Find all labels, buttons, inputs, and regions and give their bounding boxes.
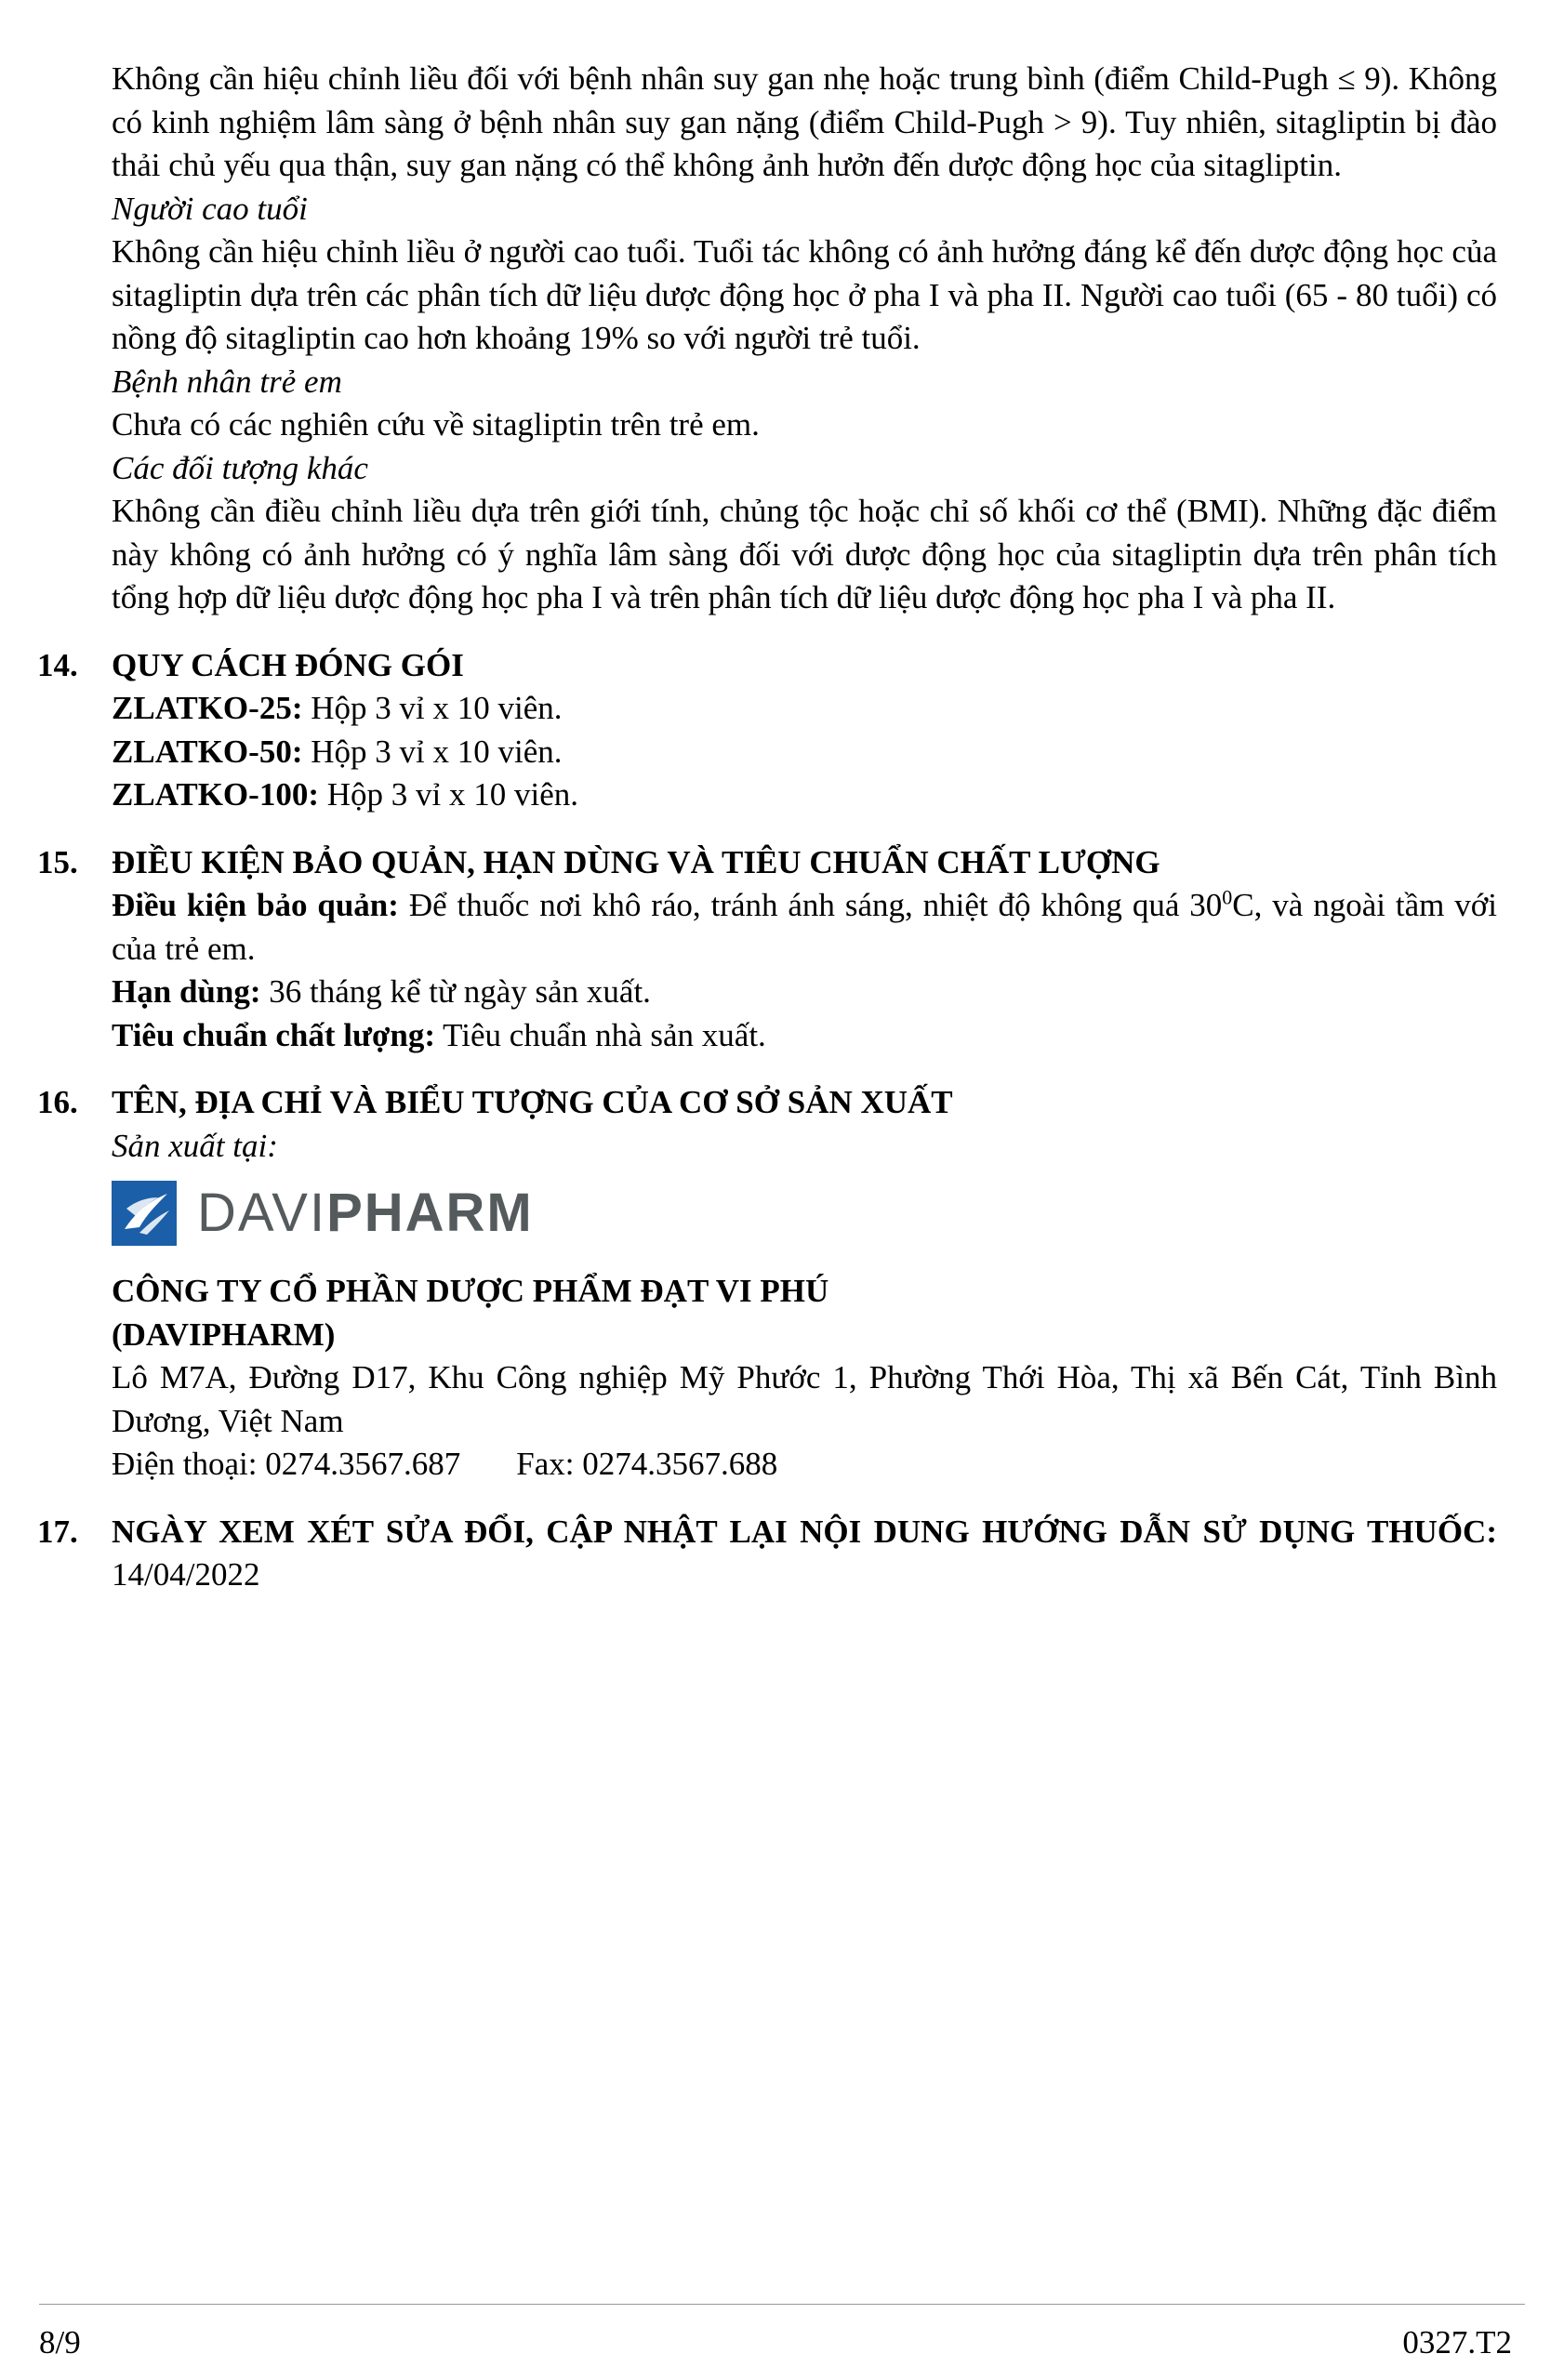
section-title: TÊN, ĐỊA CHỈ VÀ BIỂU TƯỢNG CỦA CƠ SỞ SẢN XUẤT: [112, 1084, 953, 1120]
company-address: Lô M7A, Đường D17, Khu Công nghiệp Mỹ Phước 1, Phường Thới Hòa, Thị xã Bến Cát, Tỉnh Bình Dương, Việt Nam: [112, 1359, 1497, 1439]
document-page: [37, 58, 1497, 1597]
shelf-life: [112, 971, 1497, 1014]
section-title: QUY CÁCH ĐÓNG GÓI: [112, 646, 464, 683]
section-storage: [37, 841, 1497, 1058]
section-manufacturer: [37, 1081, 1497, 1487]
hepatic-impairment-paragraph: Không cần hiệu chỉnh liều đối với bệnh nhân suy gan nhẹ hoặc trung bình (điểm Child-Pugh ≤ 9). Không có kinh nghiệm lâm sàng ở bệnh nhân suy gan nặng (điểm Child-Pugh > 9). Tuy nhiên, sitagliptin bị đào thải chủ yếu qua thận, suy gan nặng có thể không ảnh hưởn đến dược động học của sitagliptin.: [112, 60, 1497, 183]
davipharm-logo-icon: [112, 1181, 177, 1246]
package-label: ZLATKO-25:: [112, 690, 303, 726]
elderly-heading: Người cao tuổi: [112, 190, 308, 227]
footer-divider: [39, 2304, 1525, 2305]
company-name: CÔNG TY CỔ PHẦN DƯỢC PHẨM ĐẠT VI PHÚ: [112, 1273, 829, 1309]
pediatric-heading: Bệnh nhân trẻ em: [112, 363, 342, 400]
section-number: 15.: [37, 843, 78, 880]
package-item: [112, 687, 1497, 731]
section-title: ĐIỀU KIỆN BẢO QUẢN, HẠN DÙNG VÀ TIÊU CHUẨN CHẤT LƯỢNG: [112, 843, 1160, 880]
section-packaging: [37, 644, 1497, 817]
page-number: 8/9: [39, 2324, 81, 2360]
company-fax: Fax: 0274.3567.688: [516, 1446, 778, 1482]
section-number: 17.: [37, 1513, 78, 1550]
package-value: Hộp 3 vỉ x 10 viên.: [302, 690, 563, 726]
section-revision-date: [37, 1511, 1497, 1597]
package-value: Hộp 3 vỉ x 10 viên.: [318, 776, 578, 813]
package-item: [112, 774, 1497, 817]
document-code: 0327.T2: [1402, 2324, 1512, 2360]
quality-label: Tiêu chuẩn chất lượng:: [112, 1016, 436, 1053]
revision-date: 14/04/2022: [112, 1556, 260, 1593]
storage-value-after: C, và ngoài tầm với của trẻ em.: [112, 887, 1497, 967]
revision-line: [112, 1511, 1497, 1597]
package-value: Hộp 3 vỉ x 10 viên.: [302, 733, 563, 770]
quality-standard: [112, 1014, 1497, 1058]
section-title: NGÀY XEM XÉT SỬA ĐỔI, CẬP NHẬT LẠI NỘI DUNG HƯỚNG DẪN SỬ DỤNG THUỐC:: [112, 1513, 1497, 1550]
other-populations-heading: Các đối tượng khác: [112, 449, 368, 486]
elderly-paragraph: Không cần hiệu chỉnh liều ở người cao tuổi. Tuổi tác không có ảnh hưởng đáng kể đến dược động học của sitagliptin dựa trên các phân tích dữ liệu dược động học ở pha I và pha II. Người cao tuổi (65 - 80 tuổi) có nồng độ sitagliptin cao hơn khoảng 19% so với người trẻ tuổi.: [112, 233, 1497, 356]
other-populations-paragraph: Không cần điều chỉnh liều dựa trên giới tính, chủng tộc hoặc chỉ số khối cơ thể (BMI). Những đặc điểm này không có ảnh hưởng có ý nghĩa lâm sàng đối với dược động học của sitagliptin dựa trên phân tích tổng hợp dữ liệu dược động học pha I và trên phân tích dữ liệu dược động học pha I và pha II.: [112, 493, 1497, 615]
storage-label: Điều kiện bảo quản:: [112, 887, 399, 923]
davipharm-logo-text: DAVIPHARM: [197, 1183, 534, 1243]
shelf-label: Hạn dùng:: [112, 973, 261, 1010]
package-label: ZLATKO-100:: [112, 776, 319, 813]
company-short-name: (DAVIPHARM): [112, 1316, 336, 1353]
section-number: 14.: [37, 646, 78, 683]
davipharm-logo: [112, 1177, 1497, 1250]
storage-conditions: [112, 884, 1497, 971]
storage-value-before: Để thuốc nơi khô ráo, tránh ánh sáng, nhiệt độ không quá 30: [398, 887, 1223, 923]
degree-superscript: 0: [1222, 885, 1233, 909]
section-number: 16.: [37, 1084, 78, 1120]
shelf-value: 36 tháng kể từ ngày sản xuất.: [260, 973, 651, 1010]
made-at-label: Sản xuất tại:: [112, 1127, 278, 1164]
company-contact: [112, 1443, 1497, 1487]
quality-value: Tiêu chuẩn nhà sản xuất.: [435, 1016, 766, 1053]
pediatric-paragraph: Chưa có các nghiên cứu về sitagliptin trên trẻ em.: [112, 406, 760, 443]
company-phone: Điện thoại: 0274.3567.687: [112, 1446, 461, 1482]
package-label: ZLATKO-50:: [112, 733, 303, 770]
package-item: [112, 731, 1497, 774]
